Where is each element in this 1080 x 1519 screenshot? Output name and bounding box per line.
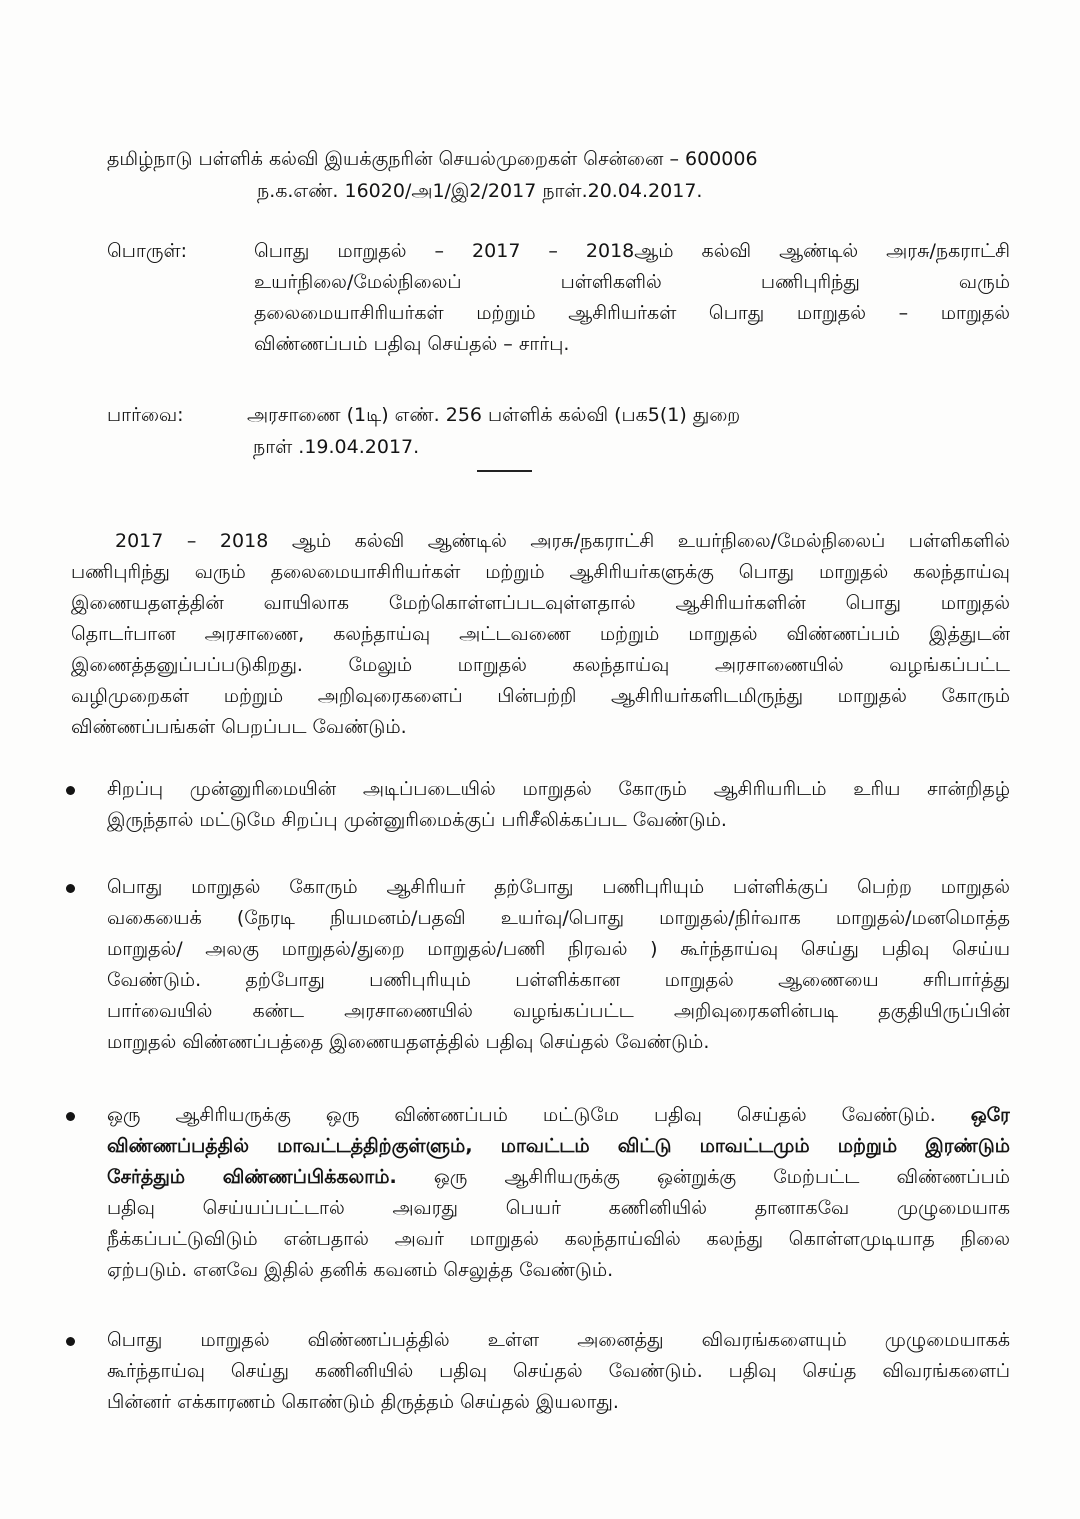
bullet-bold-text: சேர்த்தும் விண்ணப்பிக்கலாம். — [107, 1166, 397, 1188]
reference-line-1: அரசாணை (1டி) எண். 256 பள்ளிக் கல்வி (பக5(1) துறை — [247, 404, 741, 426]
intro-line: 2017 – 2018 ஆம் கல்வி ஆண்டில் அரசு/நகராட்சி உயர்நிலை/மேல்நிலைப் பள்ளிகளில் — [115, 530, 1010, 552]
bullet-line: பதிவு செய்யப்பட்டால் அவரது பெயர் கணினியில் தானாகவே முழுமையாக — [107, 1197, 1010, 1219]
intro-paragraph — [71, 526, 1010, 743]
bullet-item — [107, 1325, 1010, 1418]
bullet-line: சிறப்பு முன்னுரிமையின் அடிப்படையில் மாறுதல் கோரும் ஆசிரியரிடம் உரிய சான்றிதழ் — [107, 778, 1010, 800]
bullet-text: ஒரு ஆசிரியருக்கு ஒன்றுக்கு மேற்பட்ட விண்ணப்பம் — [396, 1166, 1010, 1188]
bullet-item — [107, 872, 1010, 1058]
bullet-line — [107, 1100, 1010, 1131]
bullet-line — [107, 1131, 1010, 1162]
bullet-line: நீக்கப்பட்டுவிடும் என்பதால் அவர் மாறுதல் கலந்தாய்வில் கலந்து கொள்ளமுடியாத நிலை — [107, 1228, 1010, 1250]
bullet-icon — [66, 1112, 75, 1121]
bullet-line: பின்னர் எக்காரணம் கொண்டும் திருத்தம் செய்தல் இயலாது. — [107, 1391, 619, 1413]
bullet-line: பார்வையில் கண்ட அரசாணையில் வழங்கப்பட்ட அறிவுரைகளின்படி தகுதியிருப்பின் — [107, 1000, 1010, 1022]
bullet-line: பொது மாறுதல் விண்ணப்பத்தில் உள்ள அனைத்து விவரங்களையும் முழுமையாகக் — [107, 1329, 1010, 1351]
bullet-line: இருந்தால் மட்டுமே சிறப்பு முன்னுரிமைக்குப் பரிசீலிக்கப்பட வேண்டும். — [107, 809, 727, 831]
bullet-line: வேண்டும். தற்போது பணிபுரியும் பள்ளிக்கான மாறுதல் ஆணையை சரிபார்த்து — [107, 969, 1010, 991]
bullet-icon — [66, 1337, 75, 1346]
intro-line: வழிமுறைகள் மற்றும் அறிவுரைகளைப் பின்பற்றி ஆசிரியர்களிடமிருந்து மாறுதல் கோரும் — [71, 685, 1010, 707]
bullet-line: வகையைக் (நேரடி நியமனம்/பதவி உயர்வு/பொது மாறுதல்/நிர்வாக மாறுதல்/மனமொத்த — [107, 907, 1010, 929]
bullet-item — [107, 1100, 1010, 1286]
bullet-bold-text: விண்ணப்பத்தில் மாவட்டத்திற்குள்ளும், மாவட்டம் விட்டு மாவட்டமும் மற்றும் இரண்டும் — [107, 1135, 1010, 1157]
reference-label: பார்வை: — [107, 404, 184, 426]
bullet-icon — [66, 884, 75, 893]
section-divider — [477, 470, 532, 472]
bullet-line: ஏற்படும். எனவே இதில் தனிக் கவனம் செலுத்த வேண்டும். — [107, 1259, 614, 1281]
office-title: தமிழ்நாடு பள்ளிக் கல்வி இயக்குநரின் செயல்முறைகள் சென்னை – 600006 — [107, 148, 758, 170]
intro-line: பணிபுரிந்து வரும் தலைமையாசிரியர்கள் மற்றும் ஆசிரியர்களுக்கு பொது மாறுதல் கலந்தாய்வு — [71, 561, 1010, 583]
bullet-line — [107, 1162, 1010, 1193]
bullet-bold-text: ஒரே — [970, 1104, 1010, 1126]
reference-number: ந.க.எண். 16020/அ1/இ2/2017 நாள்.20.04.2017. — [257, 180, 703, 202]
subject-line: விண்ணப்பம் பதிவு செய்தல் – சார்பு. — [254, 333, 570, 355]
bullet-item — [107, 774, 1010, 836]
subject-line: உயர்நிலை/மேல்நிலைப் பள்ளிகளில் பணிபுரிந்து வரும் — [254, 271, 1010, 293]
bullet-icon — [66, 786, 75, 795]
intro-line: விண்ணப்பங்கள் பெறப்பட வேண்டும். — [71, 716, 407, 738]
bullet-line: மாறுதல்/ அலகு மாறுதல்/துறை மாறுதல்/பணி நிரவல் ) கூர்ந்தாய்வு செய்து பதிவு செய்ய — [107, 938, 1010, 960]
bullet-line: கூர்ந்தாய்வு செய்து கணினியில் பதிவு செய்தல் வேண்டும். பதிவு செய்த விவரங்களைப் — [107, 1360, 1010, 1382]
subject-line: பொது மாறுதல் – 2017 – 2018ஆம் கல்வி ஆண்டில் அரசு/நகராட்சி — [254, 240, 1010, 262]
intro-line: இணையதளத்தின் வாயிலாக மேற்கொள்ளப்படவுள்ளதால் ஆசிரியர்களின் பொது மாறுதல் — [71, 592, 1010, 614]
bullet-text: ஒரு ஆசிரியருக்கு ஒரு விண்ணப்பம் மட்டுமே பதிவு செய்தல் வேண்டும். — [107, 1104, 936, 1126]
subject-line: தலைமையாசிரியர்கள் மற்றும் ஆசிரியர்கள் பொது மாறுதல் – மாறுதல் — [254, 302, 1010, 324]
reference-line-2: நாள் .19.04.2017. — [253, 436, 420, 458]
intro-line: தொடர்பான அரசாணை, கலந்தாய்வு அட்டவணை மற்றும் மாறுதல் விண்ணப்பம் இத்துடன் — [71, 623, 1010, 645]
subject-label: பொருள்: — [107, 240, 188, 262]
intro-line: இணைத்தனுப்பப்படுகிறது. மேலும் மாறுதல் கலந்தாய்வு அரசாணையில் வழங்கப்பட்ட — [71, 654, 1010, 676]
subject-text — [254, 236, 1010, 360]
bullet-line: மாறுதல் விண்ணப்பத்தை இணையதளத்தில் பதிவு செய்தல் வேண்டும். — [107, 1031, 710, 1053]
bullet-line: பொது மாறுதல் கோரும் ஆசிரியர் தற்போது பணிபுரியும் பள்ளிக்குப் பெற்ற மாறுதல் — [107, 876, 1010, 898]
